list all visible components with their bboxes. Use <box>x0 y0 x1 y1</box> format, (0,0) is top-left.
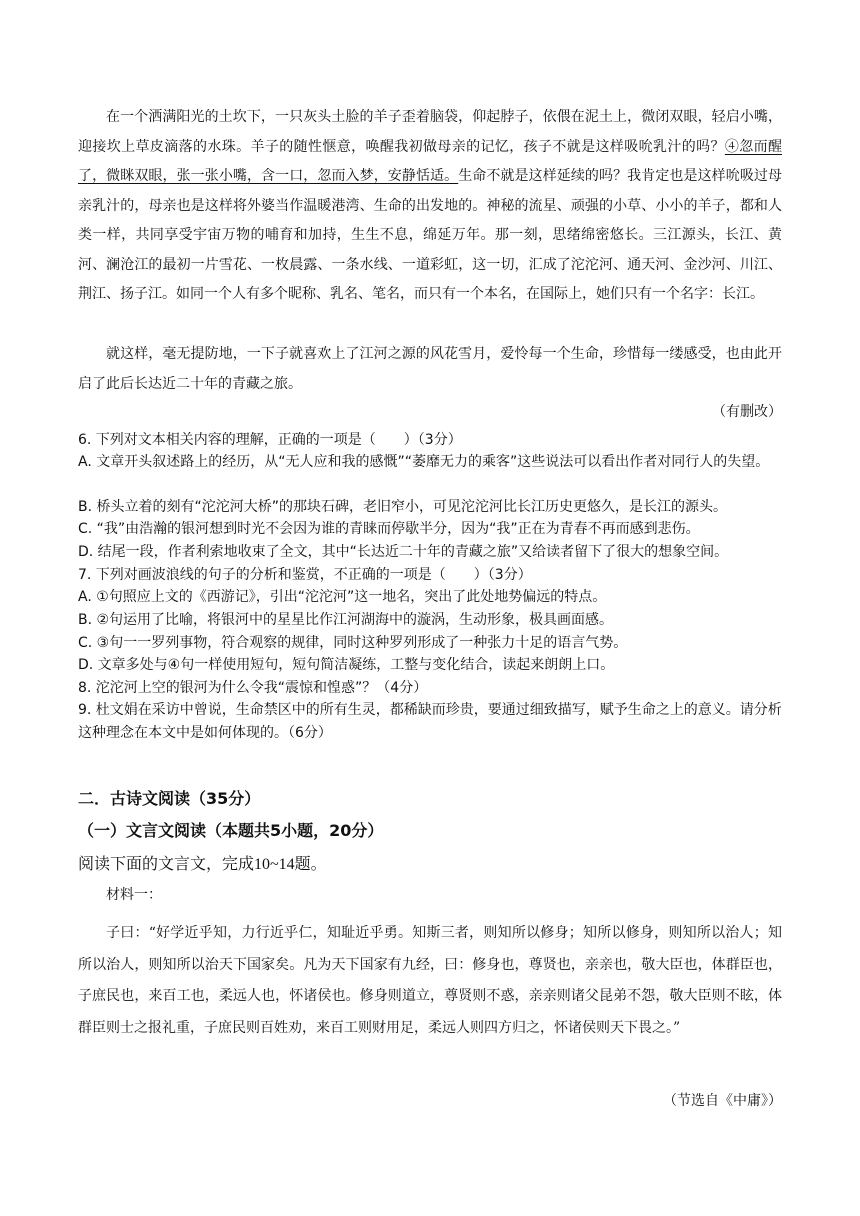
question-6-option-c: C. “我”由浩瀚的银河想到时光不会因为谁的青睐而停歇半分，因为“我”正在为青春不再而感到悲伤。 <box>78 521 700 537</box>
source-note: （节选自《中庸》） <box>663 1093 782 1109</box>
passage-text: 在一个洒满阳光的土坎下，一只灰头土脸的羊子歪着脑袋，仰起脖子，依偎在泥土上，微闭双眼，轻启小嘴，迎接坎上草皮滴落的水珠。羊子的随性惬意，唤醒我初做母亲的记忆，孩子不就是这样吸吮乳汁的吗？ <box>78 109 782 155</box>
revision-note: （有删改） <box>712 404 782 420</box>
question-7-option-d: D. 文章多处与④句一样使用短句，短句简洁凝练，工整与变化结合，读起来朗朗上口。 <box>78 657 615 673</box>
passage-paragraph-1 <box>78 103 782 310</box>
question-7-option-a: A. ①句照应上文的《西游记》，引出“沱沱河”这一地名，突出了此处地势偏远的特点。 <box>78 589 607 605</box>
question-6-option-a: A. 文章开头叙述路上的经历，从“无人应和我的感慨”“萎靡无力的乘客”这些说法可以看出作者对同行人的失望。 <box>78 454 770 470</box>
section-instruction: 阅读下面的文言文，完成10~14题。 <box>78 856 327 873</box>
passage-text: 生命不就是这样延续的吗？我肯定也是这样吮吸过母亲乳汁的，母亲也是这样将外婆当作温暖港湾、生命的出发地的。神秘的流星、顽强的小草、小小的羊子，都和人类一样，共同享受宇宙万物的哺育和加持，生生不息，绵延万年。那一刻，思绪绵密悠长。三江源头，长江、黄河、澜沧江的最初一片雪花、一枚晨露、一条水线、一道彩虹，这一切，汇成了沱沱河、通天河、金沙河、川江、荆江、扬子江。如同一个人有多个昵称、乳名、笔名，而只有一个本名，在国际上，她们只有一个名字：长江。 <box>78 168 782 302</box>
question-6-option-b: B. 桥头立着的刻有“沱沱河大桥”的那块石碑，老旧窄小，可见沱沱河比长江历史更悠久，是长江的源头。 <box>78 499 728 515</box>
passage-paragraph-2: 就这样，毫无提防地，一下子就喜欢上了江河之源的风花雪月，爱怜每一个生命，珍惜每一缕感受，也由此开启了此后长达近二十年的青藏之旅。 <box>78 346 782 392</box>
material-1-text: 子曰：“好学近乎知，力行近乎仁，知耻近乎勇。知斯三者，则知所以修身；知所以修身，则知所以治人；知所以治人，则知所以治天下国家矣。凡为天下国家有九经，曰：修身也，尊贤也，亲亲也，敬大臣也，体群臣也，子庶民也，来百工也，柔远人也，怀诸侯也。修身则道立，尊贤则不惑，亲亲则诸父昆弟不怨，敬大臣则不眩，体群臣则士之报礼重，子庶民则百姓劝，来百工则财用足，柔远人则四方归之，怀诸侯则天下畏之。” <box>78 925 782 1036</box>
question-7-option-c: C. ③句一一罗列事物，符合观察的规律，同时这种罗列形成了一种张力十足的语言气势。 <box>78 635 628 651</box>
question-9: 9. 杜文娟在采访中曾说，生命禁区中的所有生灵，都稀缺而珍贵，要通过细致描写，赋予生命之上的意义。请分析这种理念在本文中是如何体现的。（6分） <box>78 702 782 741</box>
section-subtitle: （一）文言文阅读（本题共5小题，20分） <box>78 821 384 840</box>
underlined-sentence-4: ④忽而醒了，微眯双眼，张一张小嘴，含一口，忽而入梦，安静恬适。 <box>78 138 782 184</box>
question-6-option-d: D. 结尾一段，作者利索地收束了全文，其中“长达近二十年的青藏之旅”又给读者留下了很大的想象空间。 <box>78 544 729 560</box>
question-6: 6. 下列对文本相关内容的理解，正确的一项是（ ）（3分） <box>78 432 462 448</box>
question-7: 7. 下列对画波浪线的句子的分析和鉴赏，不正确的一项是（ ）（3分） <box>78 567 532 583</box>
section-title: 二．古诗文阅读（35分） <box>78 789 261 808</box>
question-7-option-b: B. ②句运用了比喻，将银河中的星星比作江河湖海中的漩涡，生动形象，极具画面感。 <box>78 612 614 628</box>
material-label: 材料一： <box>106 887 162 903</box>
question-8: 8. 沱沱河上空的银河为什么令我“震惊和惶惑”？（4分） <box>78 680 428 696</box>
